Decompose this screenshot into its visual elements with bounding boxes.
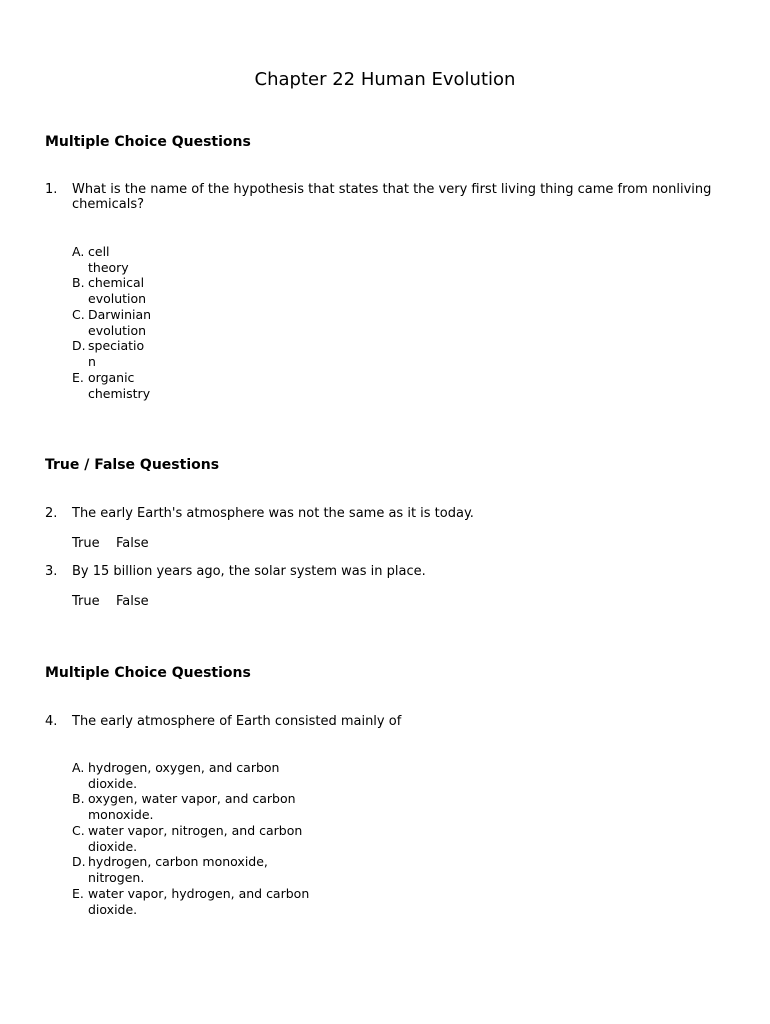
- option-line: organic: [88, 370, 135, 385]
- page-title: Chapter 22 Human Evolution: [254, 69, 516, 90]
- option-text: [88, 338, 144, 369]
- answer-option: [72, 854, 372, 886]
- true-choice: True: [72, 594, 100, 609]
- option-letter: D.: [72, 854, 86, 869]
- question-number: 4.: [45, 714, 58, 729]
- option-line: hydrogen, carbon monoxide,: [88, 854, 268, 869]
- false-choice: False: [116, 536, 149, 551]
- option-text: [88, 854, 268, 885]
- option-letter: B.: [72, 275, 85, 290]
- option-letter: B.: [72, 791, 85, 806]
- option-line: n: [88, 353, 96, 369]
- option-line: cell: [88, 244, 110, 259]
- option-letter: A.: [72, 244, 85, 259]
- option-text: [88, 823, 302, 854]
- true-false-choices: [72, 594, 149, 609]
- true-choice: True: [72, 536, 100, 551]
- question-number: 1.: [45, 182, 58, 197]
- answer-option: [72, 886, 372, 918]
- option-line: theory: [88, 259, 129, 275]
- option-letter: E.: [72, 370, 84, 385]
- answer-option: [72, 370, 172, 402]
- option-letter: C.: [72, 307, 85, 322]
- option-letter: C.: [72, 823, 85, 838]
- option-line: evolution: [88, 290, 147, 306]
- false-choice: False: [116, 594, 149, 609]
- option-line: speciatio: [88, 338, 145, 353]
- true-false-choices: [72, 536, 149, 551]
- option-text: [88, 275, 146, 306]
- answer-option: [72, 338, 172, 370]
- option-text: [88, 886, 309, 917]
- option-line: monoxide.: [88, 806, 154, 822]
- option-letter: A.: [72, 760, 85, 775]
- question-text: By 15 billion years ago, the solar system was in place.: [72, 564, 426, 579]
- option-text: [88, 307, 151, 338]
- section-heading-true-false: True / False Questions: [45, 457, 220, 473]
- option-line: water vapor, nitrogen, and carbon: [88, 823, 303, 838]
- answer-option: [72, 760, 372, 792]
- answer-option: [72, 244, 172, 276]
- option-line: dioxide.: [88, 775, 138, 791]
- option-line: hydrogen, oxygen, and carbon: [88, 760, 280, 775]
- option-line: evolution: [88, 322, 147, 338]
- option-text: [88, 791, 296, 822]
- option-line: dioxide.: [88, 901, 138, 917]
- option-line: Darwinian: [88, 307, 152, 322]
- question-text: The early Earth's atmosphere was not the same as it is today.: [72, 506, 474, 521]
- question-number: 2.: [45, 506, 58, 521]
- answer-option: [72, 275, 172, 307]
- option-line: chemical: [88, 275, 145, 290]
- option-text: [88, 244, 129, 275]
- option-line: nitrogen.: [88, 869, 145, 885]
- option-text: [88, 370, 150, 401]
- option-line: oxygen, water vapor, and carbon: [88, 791, 296, 806]
- answer-option: [72, 791, 372, 823]
- option-letter: D.: [72, 338, 86, 353]
- question-text: The early atmosphere of Earth consisted mainly of: [72, 714, 402, 729]
- answer-option: [72, 823, 372, 855]
- section-heading-multiple-choice: Multiple Choice Questions: [45, 134, 251, 150]
- option-letter: E.: [72, 886, 84, 901]
- section-heading-multiple-choice: Multiple Choice Questions: [45, 665, 251, 681]
- option-line: water vapor, hydrogen, and carbon: [88, 886, 310, 901]
- option-line: chemistry: [88, 385, 151, 401]
- option-line: dioxide.: [88, 838, 138, 854]
- option-text: [88, 760, 279, 791]
- question-number: 3.: [45, 564, 58, 579]
- question-text: What is the name of the hypothesis that states that the very first living thing came from nonliving chemicals?: [72, 182, 712, 212]
- answer-option: [72, 307, 172, 339]
